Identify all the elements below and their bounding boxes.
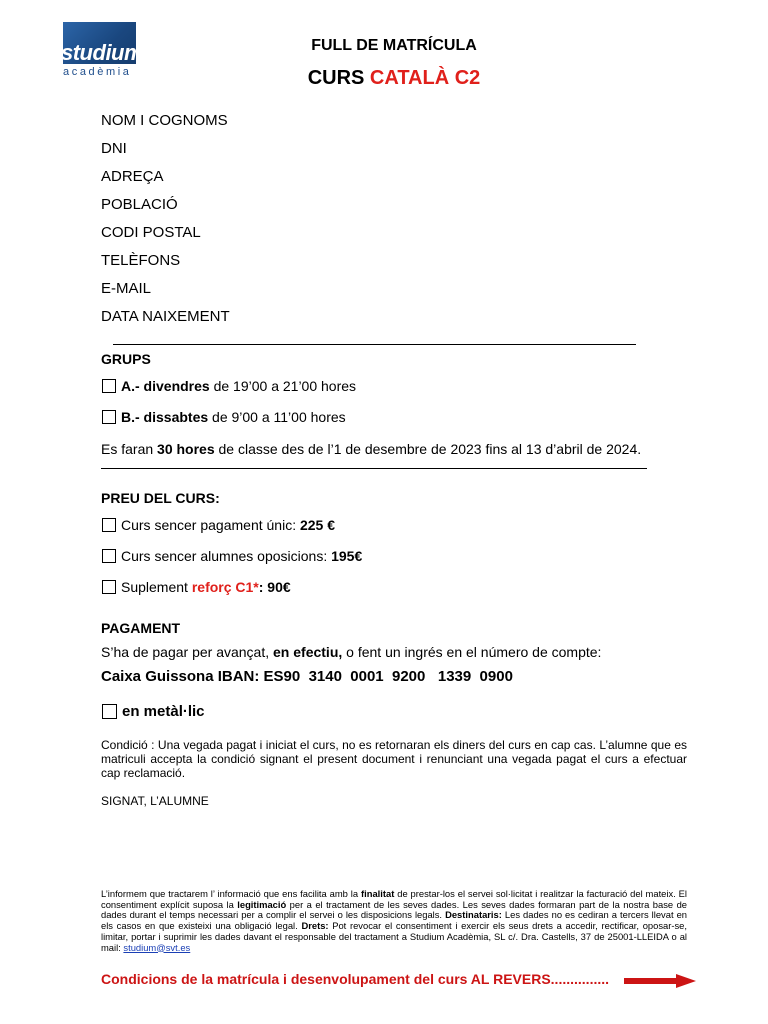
price-option-oposicions-label: Curs sencer alumnes oposicions: [121,548,332,564]
checkbox-icon[interactable] [102,580,116,594]
legal-text: de prestar-los el servei sol·licitat i realitzar la facturació del mateix. El consentiment explícit suposa la [101,888,688,910]
legal-text: Pot revocar el consentiment i exercir els seus drets a accedir, rectificar, oposar-se, limitar, portar i suprimir les dades davant el responsable del tractament a Studium Acadèmia, SL c/. Dra. Castells, 37 de 25001-LLEIDA o al mail: [101,920,687,953]
price-option-supplement-value: : 90€ [258,579,291,595]
payment-pre: S’ha de pagar per avançat, [101,644,274,660]
groups-heading: GRUPS [101,351,151,367]
email-link[interactable]: studium@svt.es [123,941,191,953]
legal-text: L’informem que tractarem l’ informació que ens facilita amb la [101,888,361,899]
field-postal-code: CODI POSTAL [101,224,201,241]
hours-value: 30 hores [157,441,215,457]
checkbox-icon[interactable] [102,379,116,393]
field-email: E-MAIL [101,280,152,297]
hours-post: de classe des de l’1 de desembre de 2023 fins al 13 d’abril de 2024. [214,441,642,457]
group-a-label: A.- divendres [121,378,210,394]
footer-note: Condicions de la matrícula i desenvolupament del curs AL REVERS............... [101,971,610,987]
field-address: ADREÇA [101,168,164,185]
course-name: CATALÀ C2 [369,67,481,89]
legal-bold: Destinataris: [445,909,502,921]
signature-label: SIGNAT, L’ALUMNE [101,794,209,808]
price-option-oposicions-value: 195€ [331,548,363,564]
divider [113,344,636,345]
logo-word: studium [61,40,144,65]
legal-bold: finalitat [360,888,395,899]
price-option-full-label: Curs sencer pagament únic: [121,517,300,533]
field-dni: DNI [101,140,127,157]
course-title-prefix: CURS [307,67,370,89]
checkbox-icon[interactable] [102,410,116,424]
payment-post: o fent un ingrés en el número de compte: [342,644,602,660]
refund-condition: Condició : Una vegada pagat i iniciat el curs, no es retornaran els diners del curs en cap cas. L’alumne que es matriculi accepta la condició signant el present document i renunciant una vegada pagat el curs a efectuar cap reclamació. [101,738,687,780]
group-a-schedule: de 19’00 a 21’00 hores [209,378,357,394]
field-town: POBLACIÓ [101,196,178,213]
payment-cash: en efectiu, [273,644,343,660]
divider [101,468,647,469]
price-heading: PREU DEL CURS: [101,490,220,506]
payment-heading: PAGAMENT [101,620,181,636]
price-option-full[interactable] [102,517,335,533]
course-title [0,67,768,90]
group-b-option[interactable] [102,409,346,425]
legal-bold: legitimació [237,898,287,910]
field-phones: TELÈFONS [101,252,181,269]
payment-cash-option[interactable] [102,703,205,720]
form-title: FULL DE MATRÍCULA [311,37,477,54]
legal-bold: Drets: [301,920,329,932]
legal-text: per a el tractament de les seves dades. Les seves dades formaran part de la nostra base de dades durant el temps necessari per a complir el servei o les disposicions legals. [101,898,687,921]
checkbox-icon[interactable] [102,704,117,719]
price-option-oposicions[interactable] [102,548,362,564]
field-name: NOM I COGNOMS [101,112,228,129]
group-b-schedule: de 9’00 a 11’00 hores [208,409,346,425]
course-hours [101,441,641,457]
price-option-supplement-highlight: reforç C1* [191,579,259,595]
checkbox-icon[interactable] [102,549,116,563]
legal-text: Les dades no es cediran a tercers llevat en els casos en que existeixi una obligació legal. [101,909,688,932]
field-birthdate: DATA NAIXEMENT [101,308,230,325]
price-option-supplement[interactable] [102,579,291,595]
logo-subtitle: acadèmia [63,66,132,78]
privacy-notice [101,889,687,953]
payment-instructions [101,644,601,660]
payment-cash-label: en metàl·lic [122,703,205,720]
bank-iban: Caixa Guissona IBAN: ES90 3140 0001 9200 1339 0900 [101,668,513,685]
price-option-supplement-label: Suplement [121,579,192,595]
arrow-right-icon [624,974,696,988]
hours-pre: Es faran [101,441,158,457]
checkbox-icon[interactable] [102,518,116,532]
group-a-option[interactable] [102,378,356,394]
price-option-full-value: 225 € [299,517,336,533]
group-b-label: B.- dissabtes [121,409,209,425]
